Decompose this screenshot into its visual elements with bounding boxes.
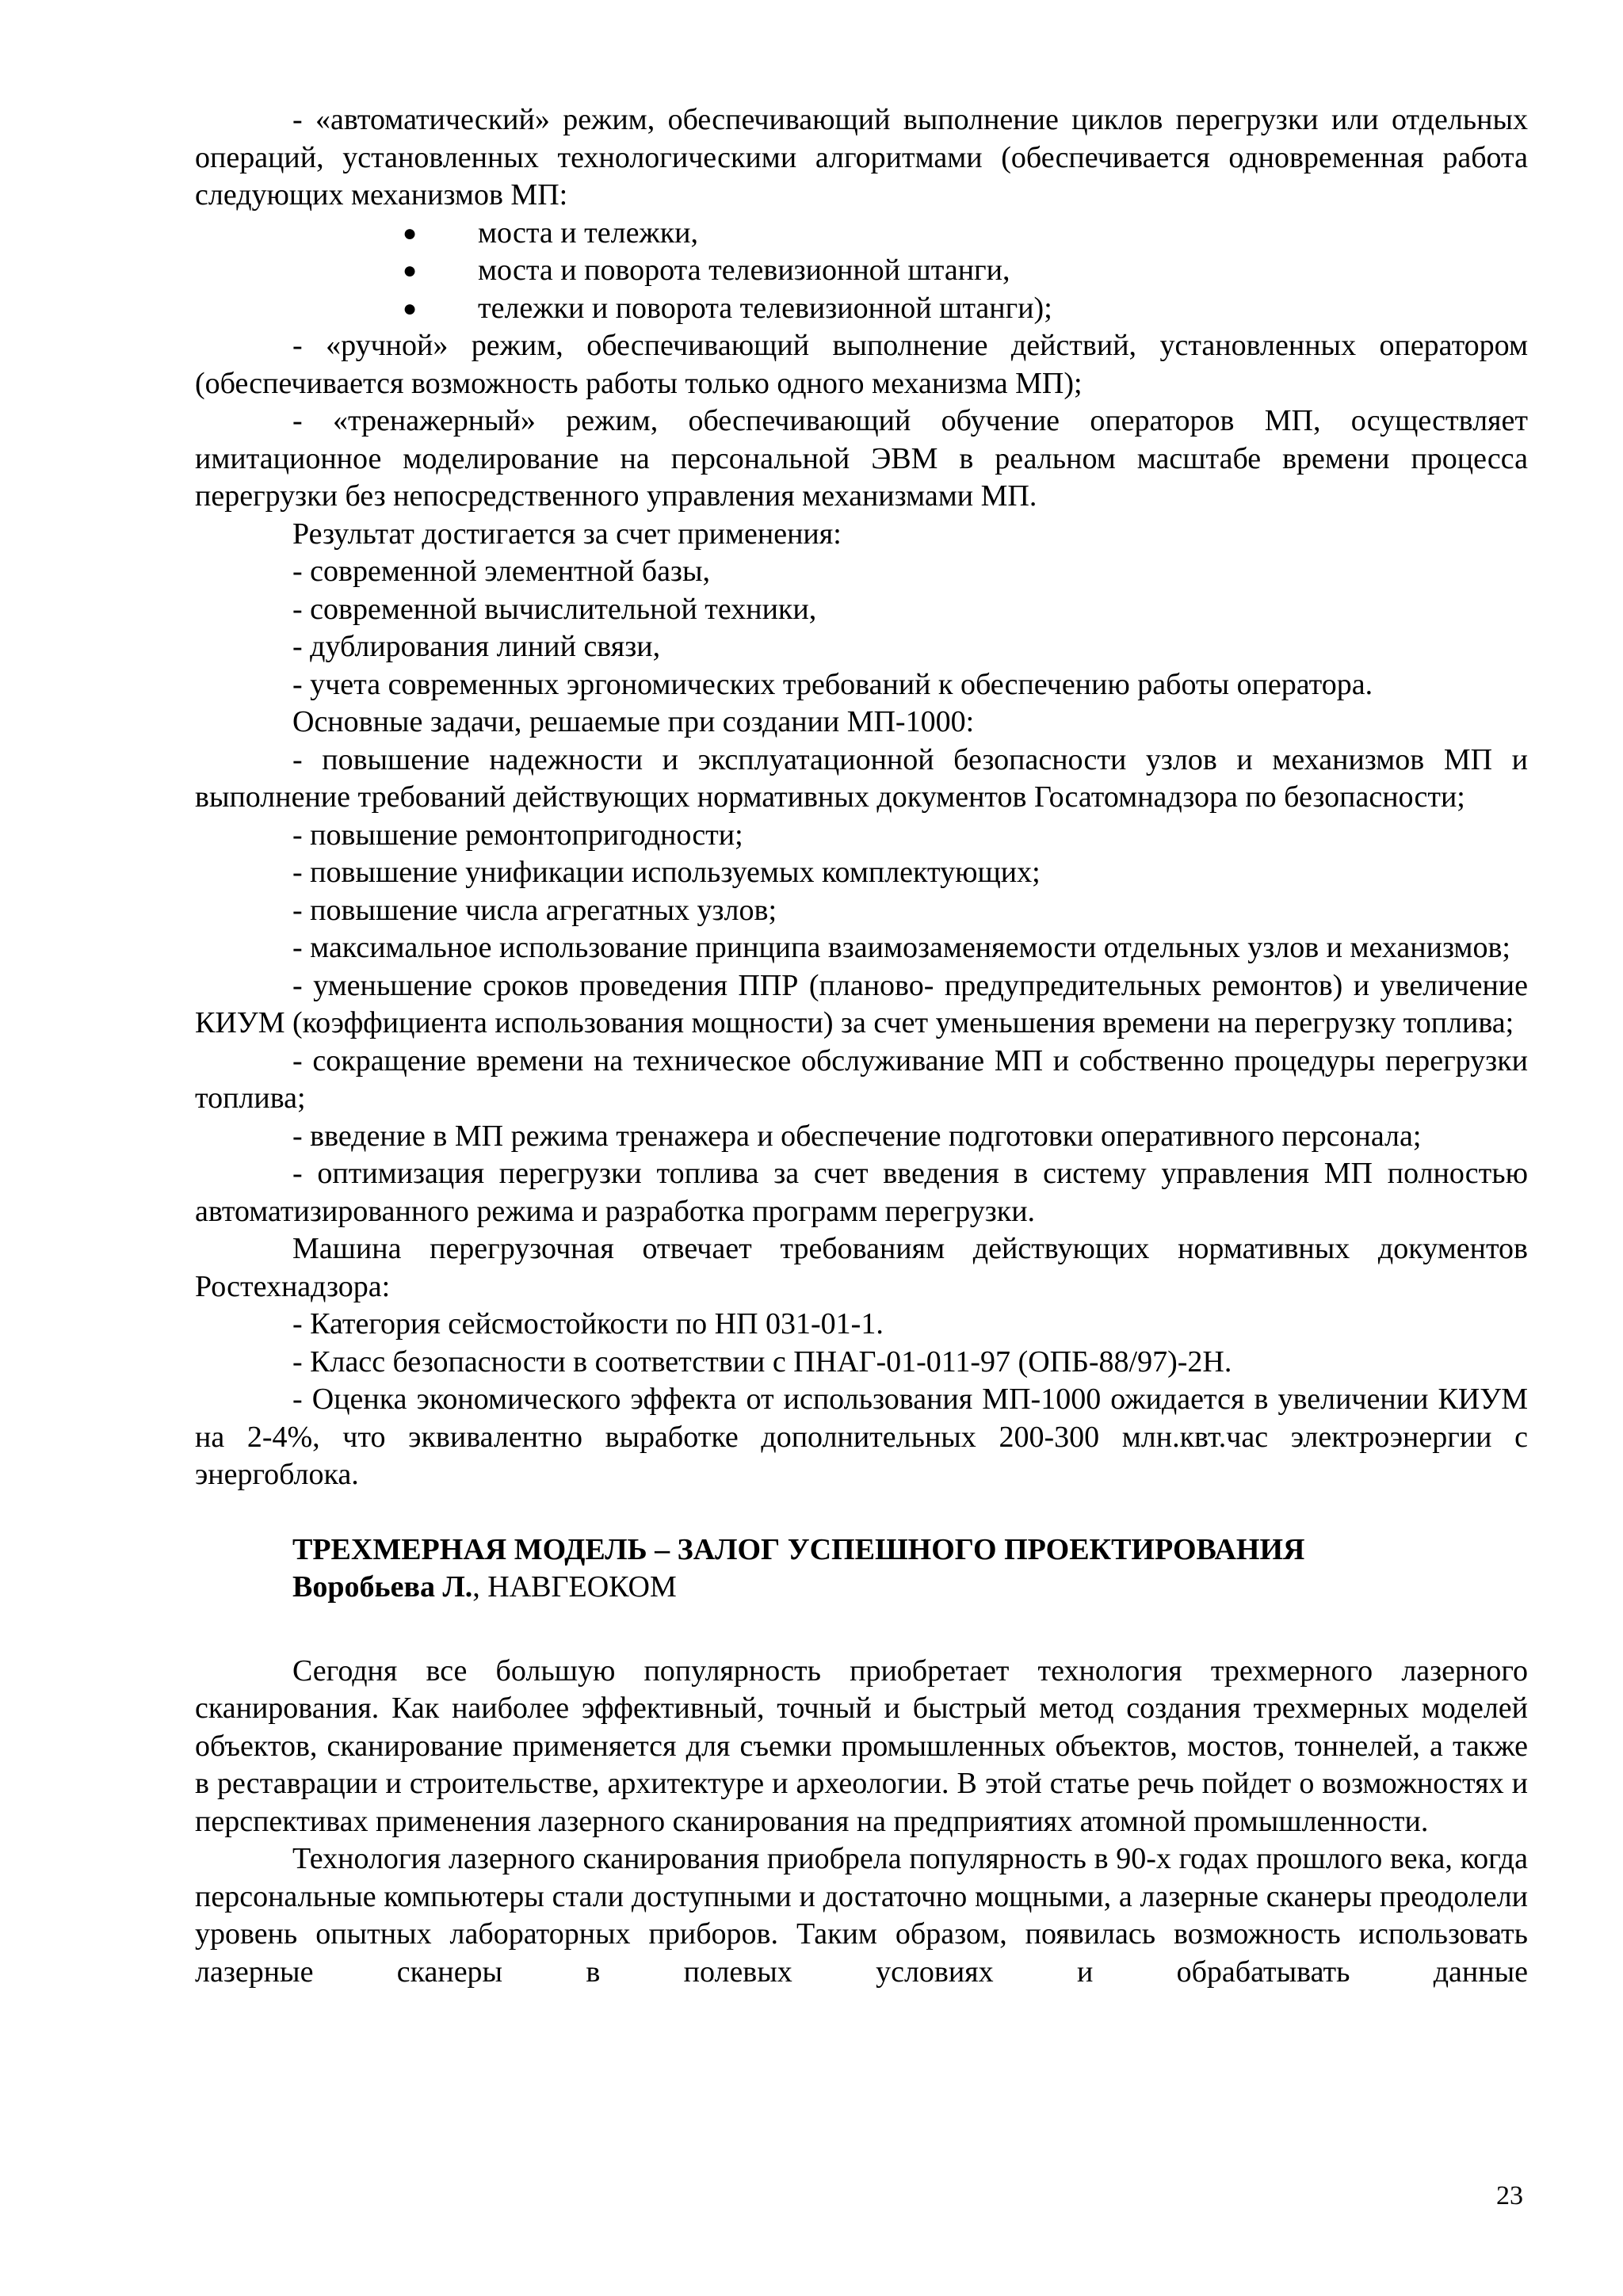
article-paragraph: Технология лазерного сканирования приобрела популярность в 90-х годах прошлого века, когда персональные компьютеры стали доступными и достаточно мощными, а лазерные сканеры преодолели уровень опытных лабораторных приборов. Таким образом, появилась возможность использовать лазерные сканеры в полевых условиях и обрабатывать данные (195, 1842, 1528, 1989)
bullet-text: моста и поворота телевизионной штанги, (478, 254, 1010, 287)
mechanism-bullet-list (195, 215, 1528, 328)
article-paragraph: Сегодня все большую популярность приобретает технология трехмерного лазерного сканирования. Как наиболее эффективный, точный и быстрый метод создания трехмерных моделей объектов, сканирование применяется для съемки промышленных объектов, мостов, тоннелей, а также в реставрации и строительстве, архитектуре и археологии. В этой статье речь пойдет о возможностях и перспективах применения лазерного сканирования на предприятиях атомной промышленности. (195, 1653, 1528, 1838)
task-item: - максимальное использование принципа взаимозаменяемости отдельных узлов и механизмов; (292, 931, 1510, 964)
page-number: 23 (1496, 2181, 1523, 2210)
article-byline (195, 1569, 1528, 1607)
task-item: - повышение ремонтопригодности; (292, 818, 743, 852)
machine-intro: Машина перегрузочная отвечает требованиям действующих нормативных документов Ростехнадзора: (195, 1232, 1528, 1303)
task-item: - повышение надежности и эксплуатационной безопасности узлов и механизмов МП и выполнение требований действующих нормативных документов Госатомнадзора по безопасности; (195, 742, 1528, 814)
machine-item: - Оценка экономического эффекта от использования МП-1000 ожидается в увеличении КИУМ на 2-4%, что эквивалентно выработке дополнительных 200-300 млн.квт.час электроэнергии с энергоблока. (195, 1383, 1528, 1491)
manual-mode-paragraph: - «ручной» режим, обеспечивающий выполнение действий, установленных оператором (обеспечивается возможность работы только одного механизма МП); (195, 329, 1528, 400)
result-item: - учета современных эргономических требований к обеспечению работы оператора. (292, 667, 1373, 701)
task-item: - повышение числа агрегатных узлов; (292, 893, 777, 927)
task-item: - оптимизация перегрузки топлива за счет введения в систему управления МП полностью автоматизированного режима и разработка программ перегрузки. (195, 1157, 1528, 1228)
auto-mode-paragraph: - «автоматический» режим, обеспечивающий выполнение циклов перегрузки или отдельных операций, установленных технологическими алгоритмами (обеспечивается одновременная работа следующих механизмов МП: (195, 103, 1528, 212)
bullet-text: моста и тележки, (478, 215, 698, 250)
article-author: Воробьева Л. (292, 1570, 473, 1604)
machine-item: - Класс безопасности в соответствии с ПНАГ-01-011-97 (ОПБ-88/97)-2Н. (292, 1344, 1232, 1379)
trainer-mode-paragraph: - «тренажерный» режим, обеспечивающий обучение операторов МП, осуществляет имитационное моделирование на персональной ЭВМ в реальном масштабе времени процесса перегрузки без непосредственного управления механизмами МП. (195, 404, 1528, 513)
result-intro: Результат достигается за счет применения: (292, 517, 842, 551)
task-item: - уменьшение сроков проведения ППР (планово- предупредительных ремонтов) и увеличение КИУМ (коэффициента использования мощности) за счет уменьшения времени на перегрузку топлива; (195, 968, 1528, 1039)
result-item: - современной элементной базы, (292, 555, 710, 588)
bullet-icon: ● (403, 257, 418, 284)
section-spacer (195, 1494, 1528, 1531)
section-spacer (195, 1607, 1528, 1653)
bullet-icon: ● (403, 219, 418, 246)
bullet-text: тележки и поворота телевизионной штанги); (478, 291, 1052, 325)
article-affiliation: , НАВГЕОКОМ (472, 1570, 677, 1604)
task-item: - сокращение времени на техническое обслуживание МП и собственно процедуры перегрузки топлива; (195, 1043, 1528, 1115)
article-title: ТРЕХМЕРНАЯ МОДЕЛЬ – ЗАЛОГ УСПЕШНОГО ПРОЕКТИРОВАНИЯ (292, 1532, 1305, 1566)
machine-item: - Категория сейсмостойкости по НП 031-01-1. (292, 1307, 884, 1341)
bullet-item (195, 252, 1528, 290)
bullet-icon: ● (403, 295, 418, 322)
bullet-item (195, 290, 1528, 328)
task-item: - введение в МП режима тренажера и обеспечение подготовки оперативного персонала; (292, 1119, 1422, 1153)
task-item: - повышение унификации используемых комплектующих; (292, 856, 1041, 889)
result-item: - современной вычислительной техники, (292, 592, 817, 626)
bullet-item (195, 215, 1528, 253)
tasks-intro: Основные задачи, решаемые при создании МП-1000: (292, 705, 975, 738)
result-item: - дублирования линий связи, (292, 630, 661, 663)
